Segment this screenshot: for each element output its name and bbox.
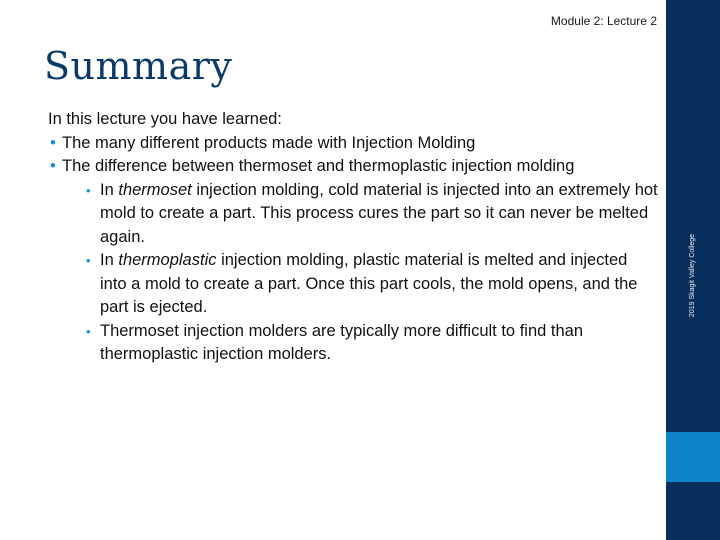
sub-bullet-emphasis: thermoplastic (118, 251, 217, 269)
sub-bullet-emphasis: thermoset (118, 180, 192, 199)
bullet-item (48, 155, 658, 367)
sub-bullet-suffix: injection molding, plastic material is melted and injected into a mold to create a part. Once this part cools, the mold opens, and the part is ejected. (100, 251, 638, 316)
bullet-text: The difference between thermoset and thermoplastic injection molding (62, 157, 575, 175)
sub-bullet-list (62, 179, 658, 367)
sub-bullet-prefix: In (100, 251, 119, 269)
slide-title: Summary (44, 44, 233, 88)
bullet-list (48, 132, 658, 367)
sidebar-accent-block (666, 432, 720, 482)
copyright-text: 2019 Skagit Valley College (689, 233, 697, 317)
bullet-text: The many different products made with Injection Molding (62, 133, 476, 152)
sub-bullet-item-comparison (80, 320, 658, 367)
sub-bullet-text: Thermoset injection molders are typically more difficult to find than thermoplastic injection molders. (100, 321, 583, 363)
sub-bullet-prefix: In (100, 180, 119, 199)
sub-bullet-item-thermoset (80, 179, 658, 250)
sub-bullet-item-thermoplastic (80, 249, 658, 320)
sidebar-copyright (682, 208, 704, 342)
intro-text: In this lecture you have learned: (48, 110, 282, 128)
module-label: Module 2: Lecture 2 (550, 14, 657, 28)
slide-content (48, 108, 658, 367)
sub-bullet-suffix: injection molding, cold material is injected into an extremely hot mold to create a part. This process cures the part so it can never be melted again. (100, 180, 658, 246)
bullet-item (48, 132, 658, 156)
